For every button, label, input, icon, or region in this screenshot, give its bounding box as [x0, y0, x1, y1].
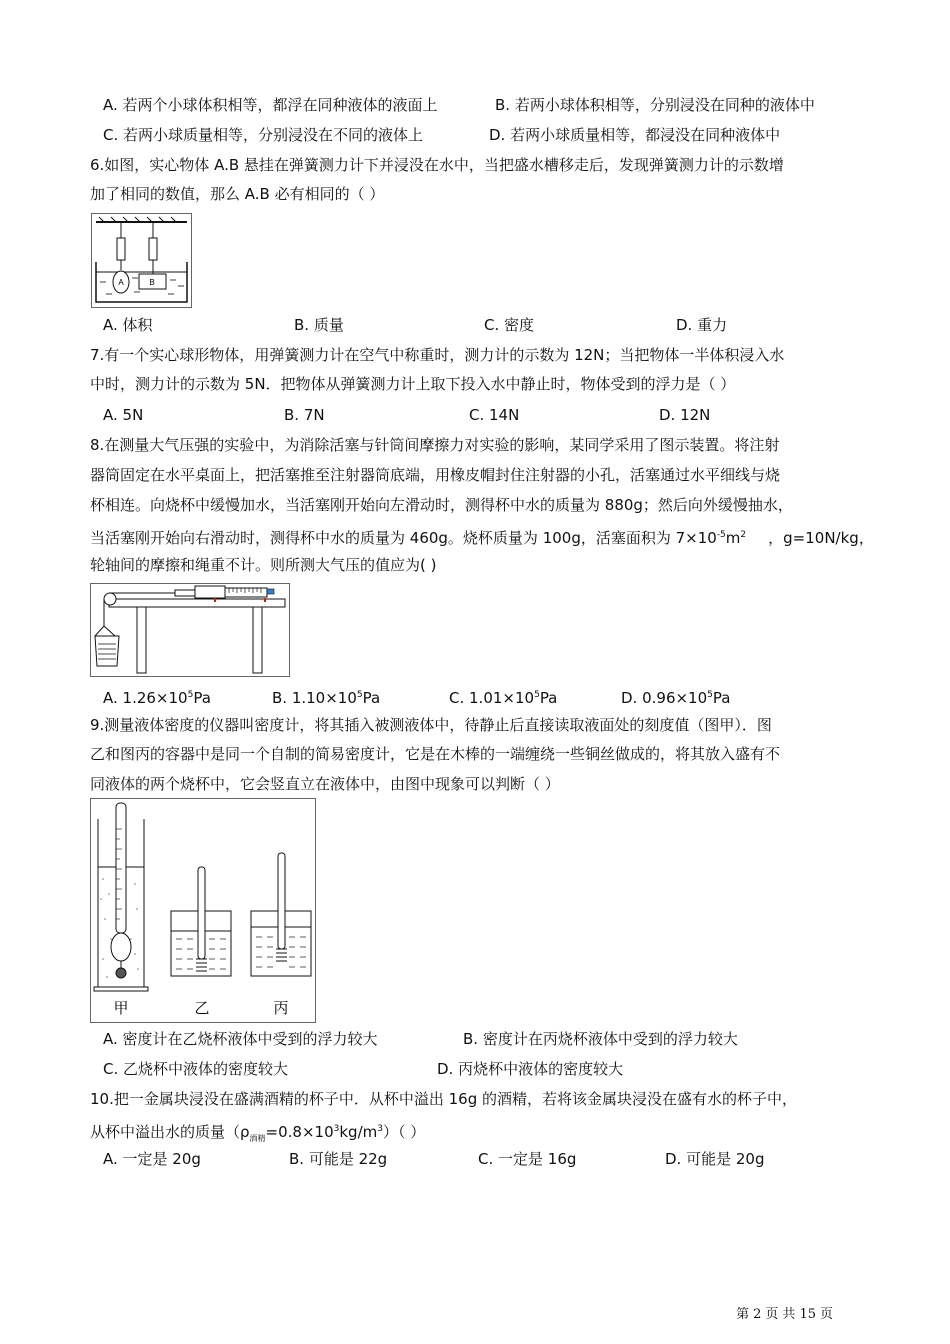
- q9-option-b: B. 密度计在丙烧杯液体中受到的浮力较大: [463, 1030, 738, 1048]
- q6-option-c: C. 密度: [484, 316, 535, 334]
- q9-option-c: C. 乙烧杯中液体的密度较大: [103, 1060, 289, 1078]
- q8-text-line1: 8.在测量大气压强的实验中，为消除活塞与针筒间摩擦力对实验的影响，某同学采用了图示装置。将注射: [90, 436, 780, 454]
- q10-text-line2-post: ）（ ）: [382, 1123, 426, 1141]
- q9-label-yi: 乙: [194, 999, 210, 1017]
- q8-option-c-unit: Pa: [539, 689, 558, 707]
- q5-option-a: A. 若两个小球体积相等，都浮在同种液体的液面上: [103, 96, 438, 114]
- footer-di: 第: [736, 1307, 750, 1322]
- q10-density-unit: kg/m: [339, 1123, 378, 1141]
- q10-rho-subscript: 酒精: [249, 1134, 266, 1143]
- q10-option-b: B. 可能是 22g: [289, 1150, 388, 1168]
- footer-ye: 页: [765, 1307, 779, 1322]
- q8-option-d-exponent: 5: [707, 690, 713, 700]
- q5-option-d: D. 若两小球质量相等，都浸没在同种液体中: [489, 126, 781, 144]
- q9-label-jia: 甲: [113, 999, 129, 1017]
- q6-option-d: D. 重力: [676, 316, 728, 334]
- q6-text-line1: 6.如图，实心物体 A.B 悬挂在弹簧测力计下并浸没在水中，当把盛水槽移走后，发现弹簧测力计的示数增: [90, 156, 784, 174]
- q7-option-d: D. 12N: [659, 406, 711, 424]
- q10-option-a: A. 一定是 20g: [103, 1150, 201, 1168]
- q8-text-line4-post: ，g=10N/kg，: [768, 529, 874, 547]
- page-footer: [734, 1303, 835, 1322]
- q7-option-c: C. 14N: [469, 406, 520, 424]
- q8-area-unit-exponent: 2: [740, 530, 747, 540]
- q10-text-line2-pre: 从杯中溢出水的质量（ρ: [90, 1123, 250, 1141]
- q8-area-exponent: -5: [716, 530, 726, 540]
- q7-option-a: A. 5N: [103, 406, 144, 424]
- q7-text-line1: 7.有一个实心球形物体，用弹簧测力计在空气中称重时，测力计的示数为 12N；当把物体一半体积浸入水: [90, 346, 785, 364]
- q8-option-d-base: D. 0.96×10: [621, 689, 708, 707]
- q10-text-line1: 10.把一金属块浸没在盛满酒精的杯子中．从杯中溢出 16g 的酒精，若将该金属块浸没在盛有水的杯子中，: [90, 1090, 798, 1108]
- q10-density-value: =0.8×10: [265, 1123, 334, 1141]
- q10-density-unit-exponent: 3: [377, 1124, 383, 1134]
- q10-text-line2: [90, 1119, 425, 1149]
- q8-text-line4-pre: 当活塞刚开始向右滑动时，测得杯中水的质量为 460g。烧杯质量为 100g，活塞面积为 7×10: [90, 529, 717, 547]
- q8-area-unit: m: [725, 529, 741, 547]
- q8-text-line5: 轮轴间的摩擦和绳重不计。则所测大气压的值应为( ): [90, 556, 437, 574]
- q10-density-exponent: 3: [333, 1124, 340, 1134]
- q6-option-b: B. 质量: [294, 316, 344, 334]
- q8-option-a-exponent: 5: [187, 690, 194, 700]
- q8-figure: [90, 583, 290, 677]
- q8-text-line2: 器筒固定在水平桌面上，把活塞推至注射器筒底端，用橡皮帽封住注射器的小孔，活塞通过水平细线与烧: [90, 466, 781, 484]
- q8-syringe-apparatus-diagram: [91, 584, 289, 676]
- q8-option-d-unit: Pa: [712, 689, 731, 707]
- q7-option-b: B. 7N: [284, 406, 325, 424]
- q8-option-b: [272, 685, 380, 708]
- q8-option-b-exponent: 5: [356, 690, 363, 700]
- q8-option-c-base: C. 1.01×10: [449, 689, 535, 707]
- q9-text-line3: 同液体的两个烧杯中，它会竖直立在液体中，由图中现象可以判断（ ）: [90, 775, 560, 793]
- q9-text-line2: 乙和图丙的容器中是同一个自制的简易密度计，它是在木棒的一端缠绕一些铜丝做成的，将其放入盛有不: [90, 745, 781, 763]
- q6-option-a: A. 体积: [103, 316, 153, 334]
- q8-option-c-exponent: 5: [534, 690, 540, 700]
- q6-figure: [91, 213, 192, 308]
- q10-option-c: C. 一定是 16g: [478, 1150, 577, 1168]
- q8-text-line4: [90, 525, 874, 548]
- footer-ye-2: 页: [819, 1307, 833, 1322]
- q5-option-b: B. 若两小球体积相等，分别浸没在同种的液体中: [495, 96, 815, 114]
- q9-label-bing: 丙: [273, 999, 289, 1017]
- q9-text-line1: 9.测量液体密度的仪器叫密度计，将其插入被测液体中，待静止后直接读取液面处的刻度值（图甲）．图: [90, 716, 772, 734]
- footer-gong: 共: [782, 1307, 796, 1322]
- q6-spring-scale-diagram: [92, 214, 191, 307]
- q8-option-a-base: A. 1.26×10: [103, 689, 188, 707]
- footer-page-number: 2: [753, 1307, 762, 1322]
- q6-text-line2: 加了相同的数值，那么 A.B 必有相同的（ ）: [90, 185, 385, 203]
- q8-option-a: [103, 685, 211, 708]
- q6-label-a: A: [118, 278, 124, 287]
- q9-option-d: D. 丙烧杯中液体的密度较大: [437, 1060, 624, 1078]
- q9-option-a: A. 密度计在乙烧杯液体中受到的浮力较大: [103, 1030, 378, 1048]
- q5-option-c: C. 若两小球质量相等，分别浸没在不同的液体上: [103, 126, 424, 144]
- q8-option-b-base: B. 1.10×10: [272, 689, 357, 707]
- q8-option-d: [621, 685, 730, 708]
- q9-hydrometer-diagram: [91, 799, 315, 1022]
- footer-total-pages: 15: [799, 1307, 816, 1322]
- q10-option-d: D. 可能是 20g: [665, 1150, 765, 1168]
- q7-text-line2: 中时，测力计的示数为 5N．把物体从弹簧测力计上取下投入水中静止时，物体受到的浮力是（ ）: [90, 375, 736, 393]
- q8-text-line3: 杯相连。向烧杯中缓慢加水，当活塞刚开始向左滑动时，测得杯中水的质量为 880g；然后向外缓慢抽水，: [90, 496, 793, 514]
- q8-option-a-unit: Pa: [193, 689, 211, 707]
- q9-figure: [90, 798, 316, 1023]
- q8-option-b-unit: Pa: [362, 689, 381, 707]
- q8-option-c: [449, 685, 557, 708]
- q6-label-b: B: [149, 278, 155, 287]
